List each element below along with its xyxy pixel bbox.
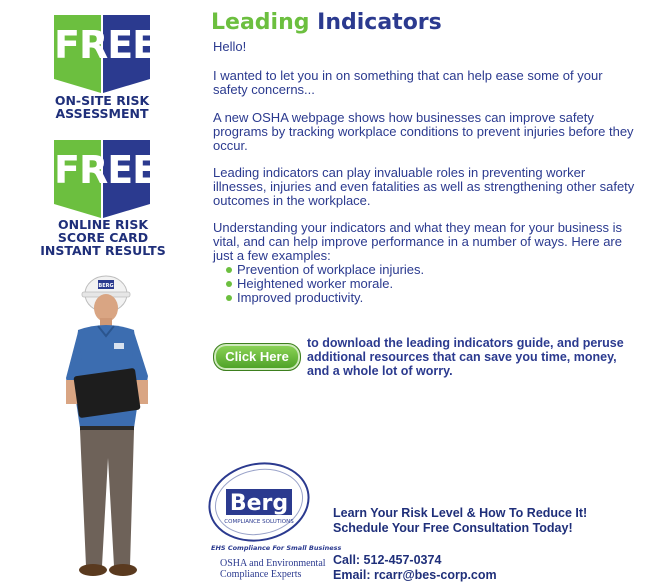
- greeting: Hello!: [213, 39, 247, 54]
- paragraph-intro: I wanted to let you in on something that can help ease some of your safety concerns...: [213, 68, 603, 97]
- paragraph-indicators: Leading indicators can play invaluable roles in preventing worker illnesses, injuries and even fatalities as well as strengthening other safety outcomes in the workplace.: [213, 165, 635, 208]
- paragraph-osha: A new OSHA webpage shows how businesses can improve safety programs by tracking workplace conditions to prevent injuries before they occur.: [213, 110, 634, 153]
- free-badge-online: [54, 140, 158, 218]
- free-badge-word: FREE: [54, 23, 158, 67]
- logo-subtitle: COMPLIANCE SOLUTIONS: [224, 519, 294, 525]
- email-link[interactable]: Email: rcarr@bes-corp.com: [333, 568, 497, 582]
- list-item: Improved productivity.: [226, 291, 424, 305]
- consultation-line: Schedule Your Free Consultation Today!: [333, 521, 573, 535]
- online-risk-caption: ONLINE RISK SCORE CARD INSTANT RESULTS: [40, 217, 166, 258]
- paragraph-understanding: Understanding your indicators and what they mean for your business is vital, and can help improve performance in a number of ways. Here are just a few examples:: [213, 220, 622, 263]
- onsite-risk-caption: ON-SITE RISK ASSESSMENT: [54, 93, 150, 121]
- logo-brand: Berg: [229, 491, 289, 516]
- berg-logo: [206, 460, 312, 552]
- list-item: Prevention of workplace injuries.: [226, 263, 424, 277]
- free-badge-word: FREE: [54, 148, 158, 192]
- click-here-button[interactable]: Click Here: [213, 343, 301, 371]
- page-title: Leading Indicators: [211, 10, 442, 35]
- cta-description: to download the leading indicators guide, and peruse additional resources that can save you time, money, and a whole lot of worry.: [307, 336, 624, 378]
- safety-worker-illustration: [48, 268, 168, 583]
- examples-list: [226, 263, 424, 305]
- free-badge-onsite: [54, 15, 158, 93]
- logo-tagline: EHS Compliance For Small Business: [211, 544, 342, 552]
- list-item: Heightened worker morale.: [226, 277, 424, 291]
- hardhat-label: BERG: [98, 283, 114, 289]
- logo-description: OSHA and Environmental Compliance Experts: [220, 558, 326, 580]
- risk-level-line: Learn Your Risk Level & How To Reduce It!: [333, 506, 588, 520]
- phone-number[interactable]: Call: 512-457-0374: [333, 553, 442, 567]
